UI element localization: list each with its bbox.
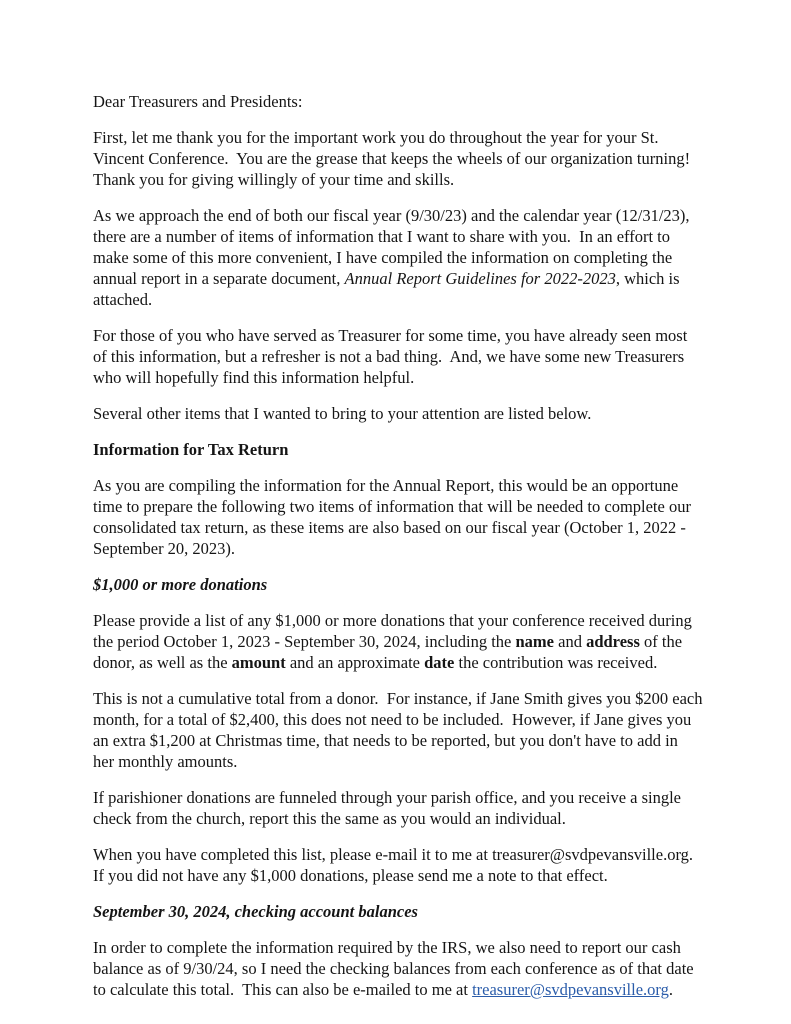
text-run: the contribution was received. xyxy=(454,653,658,672)
text-run: For those of you who have served as Treasurer for some time, you have already seen most of this information, but a refresher is not a bad thing. And, we have some new Treasurers who will hopefully find this information helpful. xyxy=(93,326,692,387)
text-run: In order to complete the information required by the IRS, we also need to report our cash balance as of 9/30/24, so I need the checking balances from each conference as of that date to calculate this total. This can also be e-mailed to me at xyxy=(93,938,698,999)
text-run: As you are compiling the information for the Annual Report, this would be an opportune time to prepare the following two items of information that will be needed to complete our consolidated tax return, as these items are also based on our fiscal year (October 1, 2022 - September 20, 2023). xyxy=(93,476,696,558)
para-cumulative xyxy=(93,688,707,772)
text-run: Information for Tax Return xyxy=(93,440,289,459)
text-run: This is not a cumulative total from a donor. For instance, if Jane Smith gives you $200 each month, for a total of $2,400, this does not need to be included. However, if Jane gives you an extra $1,200 at Christmas time, that needs to be reported, but you don't have to add in her monthly amounts. xyxy=(93,689,707,771)
para-donation-list xyxy=(93,610,703,673)
text-run: amount xyxy=(231,653,286,672)
text-run: When you have completed this list, please e-mail it to me at treasurer@svdpevansville.org. If you did not have any $1,000 donations, please send me a note to that effect. xyxy=(93,845,702,885)
text-run: As we approach the end of both our fiscal year (9/30/23) and the calendar year (12/31/23), there are a number of items of information that I want to share with you. In an effort to make some of this more convenient, I have compiled the information on completing the annual report in a separate document, xyxy=(93,206,694,288)
para-fiscal-year xyxy=(93,205,703,310)
text-run: Dear Treasurers and Presidents: xyxy=(93,92,303,111)
text-run: . xyxy=(668,980,673,999)
para-items-below xyxy=(93,403,703,424)
text-run: Please provide a list of any $1,000 or more donations that your conference received during the period October 1, 2023 - September 30, 2024, including the xyxy=(93,611,696,651)
text-run: and an approximate xyxy=(285,653,425,672)
para-refresher xyxy=(93,325,703,388)
para-thanks xyxy=(93,127,703,190)
para-email-list xyxy=(93,844,703,886)
text-run: September 30, 2024, checking account balances xyxy=(93,902,418,921)
text-run: and xyxy=(554,632,587,651)
text-run: $1,000 or more donations xyxy=(93,575,268,594)
para-parish xyxy=(93,787,703,829)
heading-checking-balances xyxy=(93,901,703,922)
text-run: name xyxy=(515,632,554,651)
para-annual-report xyxy=(93,475,703,559)
salutation xyxy=(93,91,703,112)
heading-donations xyxy=(93,574,703,595)
para-cash-balance xyxy=(93,937,703,1000)
text-run: date xyxy=(424,653,455,672)
text-run: , which is attached. xyxy=(93,269,684,309)
email-link[interactable]: treasurer@svdpevansville.org xyxy=(472,980,669,999)
text-run: Several other items that I wanted to bring to your attention are listed below. xyxy=(93,404,592,423)
text-run: If parishioner donations are funneled through your parish office, and you receive a single check from the church, report this the same as you would an individual. xyxy=(93,788,686,828)
text-run: of the donor, as well as the xyxy=(93,632,687,672)
text-run: Annual Report Guidelines for 2022-2023 xyxy=(344,269,616,288)
heading-tax-return xyxy=(93,439,703,460)
text-run: First, let me thank you for the important work you do throughout the year for your St. Vincent Conference. You are the grease that keeps the wheels of our organization turning! Thank you for giving willingly of your time and skills. xyxy=(93,128,699,189)
text-run: address xyxy=(586,632,640,651)
